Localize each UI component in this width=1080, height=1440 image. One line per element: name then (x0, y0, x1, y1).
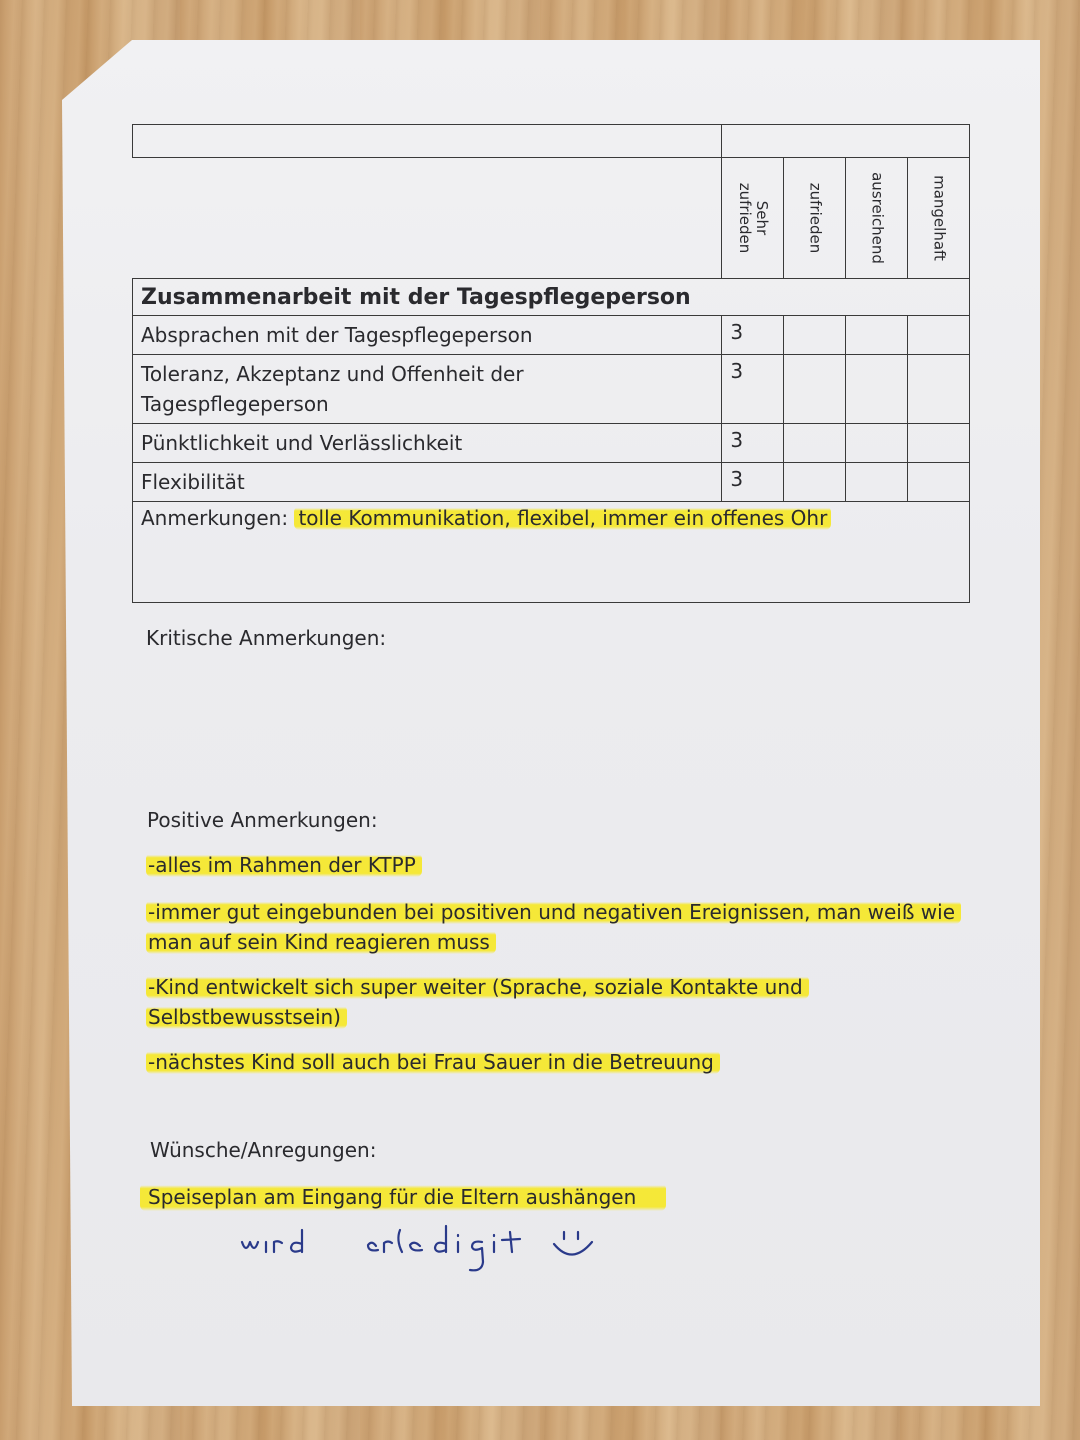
positive-item (146, 897, 961, 957)
rating-value: 3 (722, 316, 784, 355)
rating-cell (784, 424, 846, 463)
row-label: Absprachen mit der Tagespflegeperson (133, 316, 722, 355)
rating-value: 3 (722, 424, 784, 463)
positive-item-text: -immer gut eingebunden bei positiven und negativen Ereignissen, man weiß wie (146, 900, 961, 924)
positive-item-text: Selbstbewusstsein) (146, 1005, 347, 1029)
remarks-label: Anmerkungen: (141, 506, 289, 530)
blank-cell (722, 125, 970, 158)
rating-cell (846, 424, 908, 463)
remarks-row (133, 502, 970, 603)
rating-cell (908, 316, 970, 355)
rating-table (132, 124, 970, 603)
blank-cell (133, 125, 722, 158)
remarks-text: tolle Kommunikation, flexibel, immer ein offenes Ohr (294, 506, 831, 530)
positive-item-text: -alles im Rahmen der KTPP (146, 853, 422, 877)
handwritten-note (236, 1212, 606, 1284)
rating-cell (846, 316, 908, 355)
column-header-mangelhaft: mangelhaft (908, 158, 970, 279)
table-row (133, 463, 970, 502)
column-header-zufrieden: zufrieden (784, 158, 846, 279)
wishes-label: Wünsche/Anregungen: (150, 1138, 377, 1162)
rating-value: 3 (722, 355, 784, 424)
positive-item-text: man auf sein Kind reagieren muss (146, 930, 496, 954)
rating-cell (784, 463, 846, 502)
table-row (133, 355, 970, 424)
positive-remarks-label: Positive Anmerkungen: (147, 808, 378, 832)
rating-cell (908, 424, 970, 463)
section-row (133, 279, 970, 316)
row-label: Flexibilität (133, 463, 722, 502)
positive-item (146, 850, 422, 880)
positive-item (146, 972, 809, 1032)
header-empty-cell (133, 158, 722, 279)
table-top-blank-row (133, 125, 970, 158)
critical-remarks-label: Kritische Anmerkungen: (146, 626, 387, 650)
rating-cell (784, 316, 846, 355)
table-row (133, 424, 970, 463)
rating-cell (908, 355, 970, 424)
table-row (133, 316, 970, 355)
rating-cell (846, 463, 908, 502)
row-label: Toleranz, Akzeptanz und Offenheit der Tagespflegeperson (133, 355, 722, 424)
column-header-ausreichend: ausreichend (846, 158, 908, 279)
wishes-text: Speiseplan am Eingang für die Eltern aushängen (140, 1183, 666, 1211)
table-header-row (133, 158, 970, 279)
row-label: Pünktlichkeit und Verlässlichkeit (133, 424, 722, 463)
remarks-cell (133, 502, 970, 603)
rating-value: 3 (722, 463, 784, 502)
rating-cell (784, 355, 846, 424)
rating-cell (908, 463, 970, 502)
positive-item-text: -Kind entwickelt sich super weiter (Sprache, soziale Kontakte und (146, 975, 809, 999)
column-header-sehr-zufrieden: Sehr zufrieden (722, 158, 784, 279)
rating-cell (846, 355, 908, 424)
positive-item-text: -nächstes Kind soll auch bei Frau Sauer in die Betreuung (146, 1050, 720, 1074)
section-title: Zusammenarbeit mit der Tagespflegeperson (133, 279, 970, 316)
wishes-item (140, 1182, 666, 1212)
positive-item (146, 1047, 720, 1077)
